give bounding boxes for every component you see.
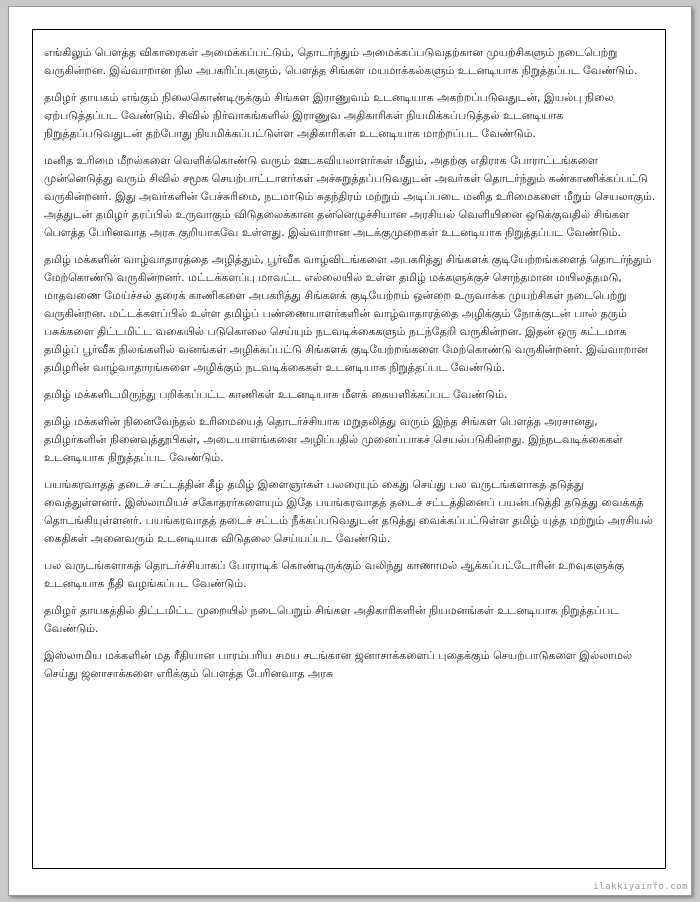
paragraph-10: இஸ்லாமிய மக்களின் மத ரீதியான பாரம்பரிய சமய சடங்கான ஜனாசாக்களைப் புதைக்கும் செயற்பாடுகளை இல்லாமல் செய்து ஜனாசாக்களை எரிக்கும் பௌத்த பேரினவாத அரசு [44, 649, 632, 680]
paragraph-5: தமிழ் மக்களிடமிருந்து பறிக்கப்பட்ட காணிகள் உடனடியாக மீளக் கையளிக்கப்பட வேண்டும். [44, 388, 508, 401]
paragraph-4: தமிழ் மக்களின் வாழ்வாதாரத்தை அழித்தும், பூர்வீக வாழ்விடங்களை அபகரித்து சிங்களக் குடியேற்றங்களைத் தொடர்ந்தும் மேற்கொண்டு வருகின்றனர். மட்டக்களப்பு மாவட்ட எல்லையில் உள்ள தமிழ் மக்களுக்குச் சொந்தமான மயிலத்தமடு, மாதவணை மேய்ச்சல் தரைக் காணிகளை அபகரித்து சிங்களக் குடியேற்றம் ஒன்றை உருவாக்க முயற்சிகள் நடைபெற்று வருகின்றன. மட்டக்களப்பில் உள்ள தமிழ்ப் பண்ணையாளர்களின் வாழ்வாதாரத்தை அழிக்கும் நோக்குடன் பால் தரும் பசுக்களை திட்டமிட்ட வகையில் படுகொலை செய்யும் நடவடிக்கைகளும் நடந்தேறி வருகின்றன. இதன் ஒரு கட்டமாக தமிழ்ப் பூர்வீக நிலங்களில் வனங்கள் அழிக்கப்பட்டு சிங்களக் குடியேற்றங்களை மேற்கொண்டு வருகின்றனர். இவ்வாறான தமிழரின் வாழ்வாதாரங்களை அழிக்கும் நடவடிக்கைகள் உடனடியாக நிறுத்தப்பட வேண்டும். [44, 253, 652, 374]
paragraph-9: தமிழர் தாயகத்தில் திட்டமிட்ட முறையில் நடைபெறும் சிங்கள அதிகாரிகளின் நியமனங்கள் உடனடியாக நிறுத்தப்பட வேண்டும். [44, 604, 619, 635]
paragraph-7: பயங்கரவாதத் தடைச் சட்டத்தின் கீழ் தமிழ் இளைஞர்கள் பலரையும் கைது செய்து பல வருடங்களாகத் தடுத்து வைத்துள்ளனர். இஸ்லாமியச் சகோதரர்களையும் இதே பயங்கரவாதத் தடைச் சட்டத்தினைப் பயன்படுத்தி தடுத்து வைக்கத் தொடங்கியுள்ளனர். பயங்கரவாதத் தடைச் சட்டம் நீக்கப்படுவதுடன் தடுத்து வைக்கப்பட்டுள்ள தமிழ் யுத்த மற்றும் அரசியல் கைதிகள் அனைவரும் உடனடியாக விடுதலை செய்யப்பட வேண்டும். [44, 478, 653, 545]
document-border-frame [32, 29, 666, 869]
document-page [8, 6, 692, 896]
document-body [44, 44, 656, 692]
paragraph-8: பல வருடங்களாகத் தொடர்ச்சியாகப் போராடிக் கொண்டிருக்கும் வலிந்து காணாமல் ஆக்கப்பட்டோரின் உறவுகளுக்கு உடனடியாக நீதி வழங்கப்பட வேண்டும். [44, 559, 625, 590]
paragraph-6: தமிழ் மக்களின் நினைவேந்தல் உரிமையைத் தொடர்ச்சியாக மறுதலித்து வரும் இந்த சிங்கள பௌத்த அரசானது, தமிழர்களின் நினைவுத்தூபிகள், அடையாளங்களை அழிப்பதில் முனைப்பாகச் செயல்படுகின்றது. இந்நடவடிக்கைகள் உடனடியாக நிறுத்தப்பட வேண்டும். [44, 415, 623, 464]
paragraph-3: மனித உரிமை மீறல்களை வெளிக்கொண்டு வரும் ஊடகவியலாளர்கள் மீதும், அதற்கு எதிராக போராட்டங்களை முன்னெடுத்து வரும் சிவில் சமூக செயற்பாட்டாளர்கள் அச்சுறுத்தப்படுவதுடன் அவர்கள் தொடர்ந்தும் கண்காணிக்கப்பட்டு வருகின்றனர். இது அவர்களின் பேச்சுரிமை, நடமாடும் சுதந்திரம் மற்றும் அடிப்படை மனித உரிமைகளை மீறும் செயலாகும். அத்துடன் தமிழர் தரப்பில் உருவாகும் விடுதலைக்கான தன்னெழுச்சியான அரசியல் வெளியினை ஒடுக்குவதில் சிங்கள பௌத்த பேரினவாத அரசு குறியாகவே உள்ளது. இவ்வாறான அடக்குமுறைகள் உடனடியாக நிறுத்தப்பட வேண்டும். [44, 154, 656, 239]
watermark-text: ilakkiyainfo.com [593, 882, 688, 892]
paragraph-2: தமிழர் தாயகம் எங்கும் நிலைகொண்டிருக்கும் சிங்கள இராணுவம் உடனடியாக அகற்றப்படுவதுடன், இயல்பு நிலை ஏற்படுத்தப்பட வேண்டும். சிவில் நிர்வாகங்களில் இராணுவ அதிகாரிகள் நியமிக்கப்படுத்தல் உடனடியாக நிறுத்தப்படுவதுடன் தற்போது நியமிக்கப்பட்டுள்ள அதிகாரிகள் உடனடியாக மாற்றப்பட வேண்டும். [44, 91, 614, 140]
paragraph-1: எங்கிலும் பௌத்த விகாரைகள் அமைக்கப்பட்டும், தொடர்ந்தும் அமைக்கப்படுவதற்கான முயற்சிகளும் நடைபெற்று வருகின்றன. இவ்வாறான நில அபகரிப்புகளும், பௌத்த சிங்கள மயமாக்கல்களும் உடனடியாக நிறுத்தப்பட வேண்டும். [44, 46, 638, 77]
